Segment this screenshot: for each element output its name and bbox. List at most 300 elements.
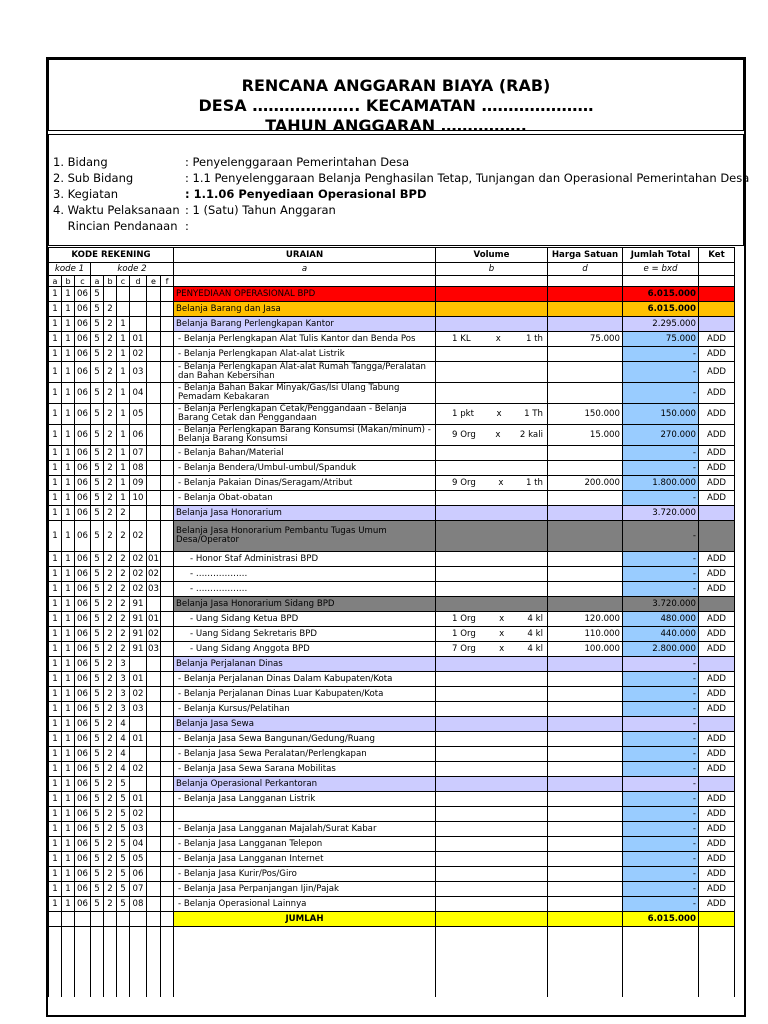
- code-cell: [161, 792, 174, 807]
- volume-cell: [436, 852, 548, 867]
- info-value: : Penyelenggaraan Pemerintahan Desa: [185, 155, 410, 169]
- blank-cell: [117, 927, 130, 998]
- header-uraian: URAIAN: [174, 248, 436, 263]
- code-cell: 1: [62, 852, 75, 867]
- code-cell: [147, 897, 161, 912]
- uraian-cell: - Belanja Jasa Perpanjangan Ijin/Pajak: [174, 882, 436, 897]
- harga-cell: [548, 837, 623, 852]
- code-cell: 2: [117, 627, 130, 642]
- code-cell: 06: [75, 362, 91, 383]
- code-cell: [161, 425, 174, 446]
- code-cell: 5: [91, 837, 104, 852]
- blank-cell: [436, 912, 548, 927]
- code-cell: [161, 521, 174, 552]
- table-row: [49, 317, 735, 332]
- code-cell: [161, 491, 174, 506]
- code-cell: 2: [104, 657, 117, 672]
- table-row: [49, 747, 735, 762]
- code-cell: 1: [62, 687, 75, 702]
- code-cell: 2: [117, 582, 130, 597]
- volume-cell: [436, 383, 548, 404]
- volume-part: x: [495, 333, 501, 344]
- code-cell: 2: [104, 687, 117, 702]
- code-cell: 2: [104, 702, 117, 717]
- code-cell: 2: [104, 612, 117, 627]
- code-cell: 03: [147, 642, 161, 657]
- code-cell: 1: [62, 672, 75, 687]
- code-cell: 06: [75, 642, 91, 657]
- code-col-label: e: [147, 276, 161, 287]
- table-row: [49, 852, 735, 867]
- ket-cell: [699, 506, 735, 521]
- code-col-label: a: [91, 276, 104, 287]
- volume-part: 4 kl: [527, 628, 543, 639]
- code-cell: 5: [91, 317, 104, 332]
- blank-cell: [548, 927, 623, 998]
- code-cell: 06: [75, 567, 91, 582]
- total-row: [49, 912, 735, 927]
- jumlah-cell: 1.800.000: [623, 476, 699, 491]
- code-cell: 01: [130, 792, 147, 807]
- jumlah-cell: 2.800.000: [623, 642, 699, 657]
- code-cell: 1: [49, 612, 62, 627]
- code-cell: 06: [75, 476, 91, 491]
- code-cell: 5: [91, 822, 104, 837]
- code-cell: 1: [49, 627, 62, 642]
- code-cell: 1: [62, 882, 75, 897]
- code-cell: 2: [104, 852, 117, 867]
- table-row: [49, 491, 735, 506]
- jumlah-cell: -: [623, 747, 699, 762]
- code-cell: 02: [130, 567, 147, 582]
- code-cell: 1: [62, 822, 75, 837]
- table-row: [49, 867, 735, 882]
- jumlah-cell: -: [623, 552, 699, 567]
- table-row: [49, 897, 735, 912]
- code-cell: 1: [62, 383, 75, 404]
- table-row: [49, 446, 735, 461]
- code-cell: [161, 672, 174, 687]
- code-cell: 02: [130, 552, 147, 567]
- code-cell: 1: [62, 302, 75, 317]
- code-cell: 5: [91, 807, 104, 822]
- code-cell: 2: [104, 807, 117, 822]
- code-cell: [147, 777, 161, 792]
- code-cell: 1: [49, 332, 62, 347]
- code-cell: 91: [130, 627, 147, 642]
- harga-cell: [548, 446, 623, 461]
- code-cell: 2: [104, 582, 117, 597]
- code-cell: 5: [91, 567, 104, 582]
- code-cell: 02: [130, 687, 147, 702]
- code-cell: 5: [91, 882, 104, 897]
- code-cell: [147, 657, 161, 672]
- blank-cell: [130, 912, 147, 927]
- code-col-label: a: [49, 276, 62, 287]
- table-row: [49, 882, 735, 897]
- harga-cell: [548, 672, 623, 687]
- code-cell: 1: [49, 347, 62, 362]
- jumlah-cell: -: [623, 446, 699, 461]
- code-cell: 06: [75, 747, 91, 762]
- table-row: [49, 837, 735, 852]
- code-cell: 1: [49, 404, 62, 425]
- code-col-label: b: [62, 276, 75, 287]
- harga-cell: [548, 287, 623, 302]
- table-row: [49, 657, 735, 672]
- ket-cell: ADD: [699, 672, 735, 687]
- table-row: [49, 582, 735, 597]
- code-cell: 06: [75, 347, 91, 362]
- code-cell: 06: [75, 897, 91, 912]
- jumlah-cell: -: [623, 461, 699, 476]
- blank-cell: [49, 912, 62, 927]
- code-cell: [161, 383, 174, 404]
- code-cell: 2: [104, 762, 117, 777]
- code-cell: 5: [91, 506, 104, 521]
- uraian-cell: - Uang Sidang Ketua BPD: [174, 612, 436, 627]
- ket-cell: ADD: [699, 582, 735, 597]
- code-cell: [161, 404, 174, 425]
- empty-row: [49, 927, 735, 998]
- jumlah-cell: -: [623, 852, 699, 867]
- code-cell: 02: [130, 762, 147, 777]
- code-cell: 02: [130, 347, 147, 362]
- jumlah-cell: 270.000: [623, 425, 699, 446]
- code-cell: 02: [130, 582, 147, 597]
- code-cell: 2: [104, 552, 117, 567]
- code-cell: 2: [117, 642, 130, 657]
- code-cell: 2: [104, 672, 117, 687]
- blank-cell: [623, 927, 699, 998]
- code-cell: 5: [117, 867, 130, 882]
- code-cell: 2: [117, 597, 130, 612]
- code-cell: [147, 347, 161, 362]
- code-cell: 1: [62, 732, 75, 747]
- code-cell: [161, 302, 174, 317]
- blank-cell: [623, 276, 699, 287]
- table-row: [49, 792, 735, 807]
- code-cell: 3: [117, 657, 130, 672]
- code-cell: [161, 687, 174, 702]
- uraian-cell: - Belanja Perjalanan Dinas Dalam Kabupaten/Kota: [174, 672, 436, 687]
- info-label: 3. Kegiatan: [53, 187, 119, 201]
- volume-cell: [436, 597, 548, 612]
- uraian-cell: Belanja Operasional Perkantoran: [174, 777, 436, 792]
- uraian-cell: - Belanja Jasa Langganan Telepon: [174, 837, 436, 852]
- code-cell: [147, 867, 161, 882]
- code-cell: 06: [75, 867, 91, 882]
- code-cell: 5: [91, 461, 104, 476]
- ket-cell: ADD: [699, 404, 735, 425]
- ket-cell: ADD: [699, 792, 735, 807]
- code-cell: 01: [130, 332, 147, 347]
- code-cell: 1: [62, 491, 75, 506]
- harga-cell: 15.000: [548, 425, 623, 446]
- code-cell: 2: [104, 383, 117, 404]
- uraian-cell: - Belanja Jasa Sewa Sarana Mobilitas: [174, 762, 436, 777]
- code-cell: 2: [104, 822, 117, 837]
- uraian-cell: - Belanja Perlengkapan Cetak/Penggandaan - Belanja Barang Cetak dan Penggandaan: [174, 404, 436, 425]
- code-cell: 01: [130, 732, 147, 747]
- code-cell: [161, 822, 174, 837]
- code-cell: [161, 777, 174, 792]
- info-label: 1. Bidang: [53, 155, 108, 169]
- code-cell: 06: [75, 332, 91, 347]
- code-cell: 5: [91, 777, 104, 792]
- code-cell: 1: [117, 347, 130, 362]
- code-cell: 06: [75, 672, 91, 687]
- uraian-cell: Belanja Barang dan Jasa: [174, 302, 436, 317]
- code-cell: 4: [117, 717, 130, 732]
- code-cell: [161, 612, 174, 627]
- header-row: [49, 248, 735, 263]
- code-cell: 1: [62, 567, 75, 582]
- harga-cell: [548, 657, 623, 672]
- ket-cell: [699, 317, 735, 332]
- code-cell: 3: [117, 702, 130, 717]
- blank-cell: [174, 276, 436, 287]
- harga-cell: [548, 347, 623, 362]
- blank-cell: [117, 912, 130, 927]
- table-row: [49, 672, 735, 687]
- code-cell: 06: [75, 777, 91, 792]
- uraian-cell: Belanja Barang Perlengkapan Kantor: [174, 317, 436, 332]
- code-cell: [161, 852, 174, 867]
- volume-part: 4 kl: [527, 613, 543, 624]
- volume-part: x: [499, 643, 505, 654]
- jumlah-cell: -: [623, 687, 699, 702]
- table-row: [49, 687, 735, 702]
- table-row: [49, 627, 735, 642]
- code-cell: 01: [147, 612, 161, 627]
- volume-cell: [436, 404, 548, 425]
- table-row: [49, 506, 735, 521]
- code-cell: 1: [49, 317, 62, 332]
- code-cell: 1: [49, 302, 62, 317]
- blank-cell: [104, 912, 117, 927]
- code-cell: 5: [91, 732, 104, 747]
- code-cell: [147, 476, 161, 491]
- blank-cell: [436, 276, 548, 287]
- code-cell: 06: [75, 702, 91, 717]
- code-cell: 5: [91, 792, 104, 807]
- info-label: Rincian Pendanaan: [53, 219, 178, 233]
- table-row: [49, 347, 735, 362]
- code-cell: 2: [104, 867, 117, 882]
- ket-cell: ADD: [699, 627, 735, 642]
- ket-cell: [699, 302, 735, 317]
- total-value: 6.015.000: [623, 912, 699, 927]
- uraian-cell: PENYEDIAAN OPERASIONAL BPD: [174, 287, 436, 302]
- volume-cell: [436, 332, 548, 347]
- jumlah-cell: 2.295.000: [623, 317, 699, 332]
- info-value: : 1 (Satu) Tahun Anggaran: [185, 203, 336, 217]
- code-cell: 1: [49, 425, 62, 446]
- code-cell: 06: [75, 302, 91, 317]
- jumlah-cell: -: [623, 347, 699, 362]
- harga-cell: [548, 461, 623, 476]
- uraian-cell: - Belanja Jasa Kurir/Pos/Giro: [174, 867, 436, 882]
- code-cell: [161, 807, 174, 822]
- blank-cell: [548, 912, 623, 927]
- code-cell: 1: [62, 717, 75, 732]
- volume-part: 1 Org: [452, 613, 476, 624]
- code-cell: 1: [62, 521, 75, 552]
- ket-cell: ADD: [699, 732, 735, 747]
- volume-cell: [436, 567, 548, 582]
- code-cell: [130, 747, 147, 762]
- jumlah-cell: -: [623, 717, 699, 732]
- code-cell: [147, 404, 161, 425]
- info-label: 4. Waktu Pelaksanaan: [53, 203, 180, 217]
- uraian-cell: - Belanja Jasa Sewa Peralatan/Perlengkapan: [174, 747, 436, 762]
- code-cell: 06: [75, 552, 91, 567]
- code-cell: 2: [104, 567, 117, 582]
- code-cell: [161, 597, 174, 612]
- volume-cell: [436, 347, 548, 362]
- code-cell: [117, 302, 130, 317]
- table-row: [49, 807, 735, 822]
- jumlah-cell: -: [623, 702, 699, 717]
- volume-cell: [436, 867, 548, 882]
- code-cell: 2: [117, 521, 130, 552]
- uraian-cell: - Belanja Jasa Sewa Bangunan/Gedung/Ruang: [174, 732, 436, 747]
- jumlah-cell: 3.720.000: [623, 597, 699, 612]
- jumlah-cell: -: [623, 777, 699, 792]
- harga-cell: 110.000: [548, 627, 623, 642]
- code-cell: 2: [117, 567, 130, 582]
- code-cell: 1: [49, 672, 62, 687]
- code-cell: [117, 287, 130, 302]
- ket-cell: ADD: [699, 807, 735, 822]
- ket-cell: ADD: [699, 747, 735, 762]
- code-cell: [147, 732, 161, 747]
- code-cell: 05: [130, 404, 147, 425]
- ket-cell: ADD: [699, 332, 735, 347]
- code-cell: 06: [75, 597, 91, 612]
- code-cell: [130, 506, 147, 521]
- harga-cell: 100.000: [548, 642, 623, 657]
- code-cell: 1: [117, 332, 130, 347]
- ket-cell: ADD: [699, 762, 735, 777]
- code-cell: [161, 332, 174, 347]
- info-value: : 1.1 Penyelenggaraan Belanja Penghasilan Tetap, Tunjangan dan Operasional Pemerintahan Desa: [185, 171, 750, 185]
- code-cell: 5: [91, 552, 104, 567]
- code-cell: 2: [104, 717, 117, 732]
- harga-cell: [548, 567, 623, 582]
- uraian-cell: - ………………: [174, 582, 436, 597]
- code-cell: [161, 882, 174, 897]
- volume-cell: [436, 582, 548, 597]
- code-cell: 01: [147, 552, 161, 567]
- harga-cell: [548, 302, 623, 317]
- code-cell: 5: [91, 425, 104, 446]
- code-cell: 1: [62, 287, 75, 302]
- uraian-cell: Belanja Jasa Honorarium Pembantu Tugas Umum Desa/Operator: [174, 521, 436, 552]
- code-cell: 5: [117, 777, 130, 792]
- code-cell: 2: [117, 506, 130, 521]
- volume-cell: [436, 642, 548, 657]
- table-row: [49, 612, 735, 627]
- code-cell: [161, 642, 174, 657]
- ket-cell: [699, 597, 735, 612]
- code-cell: [130, 302, 147, 317]
- code-cell: [147, 521, 161, 552]
- code-cell: 1: [117, 383, 130, 404]
- code-cell: 5: [91, 383, 104, 404]
- code-cell: [161, 732, 174, 747]
- volume-part: 1 KL: [452, 333, 471, 344]
- code-cell: 4: [117, 747, 130, 762]
- code-cell: 06: [75, 461, 91, 476]
- code-col-label: c: [75, 276, 91, 287]
- harga-cell: [548, 792, 623, 807]
- code-cell: [161, 627, 174, 642]
- code-column-row: [49, 276, 735, 287]
- code-cell: [161, 446, 174, 461]
- code-cell: 5: [91, 687, 104, 702]
- code-cell: [161, 552, 174, 567]
- code-cell: 2: [117, 552, 130, 567]
- table-row: [49, 762, 735, 777]
- code-cell: 1: [49, 552, 62, 567]
- budget-table: [48, 247, 735, 997]
- uraian-cell: - Uang Sidang Sekretaris BPD: [174, 627, 436, 642]
- code-cell: 02: [130, 807, 147, 822]
- blank-cell: [75, 927, 91, 998]
- table-row: [49, 597, 735, 612]
- ket-cell: [699, 657, 735, 672]
- volume-part: 9 Org: [452, 429, 476, 440]
- code-cell: [161, 347, 174, 362]
- title-line-1: RENCANA ANGGARAN BIAYA (RAB): [241, 76, 551, 95]
- code-cell: 1: [62, 807, 75, 822]
- total-label: JUMLAH: [174, 912, 436, 927]
- blank-cell: [174, 927, 436, 998]
- jumlah-cell: -: [623, 762, 699, 777]
- code-cell: 1: [62, 702, 75, 717]
- code-cell: 5: [91, 762, 104, 777]
- table-row: [49, 476, 735, 491]
- code-cell: 1: [117, 491, 130, 506]
- jumlah-cell: -: [623, 491, 699, 506]
- blank-cell: [104, 927, 117, 998]
- code-cell: 2: [104, 446, 117, 461]
- code-cell: 5: [91, 582, 104, 597]
- code-cell: 2: [104, 332, 117, 347]
- header-kode-2: kode 2: [91, 263, 174, 276]
- ket-cell: ADD: [699, 642, 735, 657]
- code-cell: 02: [130, 521, 147, 552]
- table-row: [49, 404, 735, 425]
- ket-cell: ADD: [699, 837, 735, 852]
- code-cell: 5: [117, 822, 130, 837]
- code-cell: 1: [49, 582, 62, 597]
- code-cell: [147, 792, 161, 807]
- jumlah-cell: 480.000: [623, 612, 699, 627]
- code-cell: 5: [91, 446, 104, 461]
- jumlah-cell: -: [623, 383, 699, 404]
- code-cell: 1: [62, 747, 75, 762]
- volume-cell: [436, 362, 548, 383]
- uraian-cell: - Belanja Bahan/Material: [174, 446, 436, 461]
- blank-cell: [147, 927, 161, 998]
- code-cell: 2: [104, 491, 117, 506]
- code-cell: 1: [49, 461, 62, 476]
- uraian-cell: - Belanja Bahan Bakar Minyak/Gas/Isi Ulang Tabung Pemadam Kebakaran: [174, 383, 436, 404]
- code-cell: [147, 302, 161, 317]
